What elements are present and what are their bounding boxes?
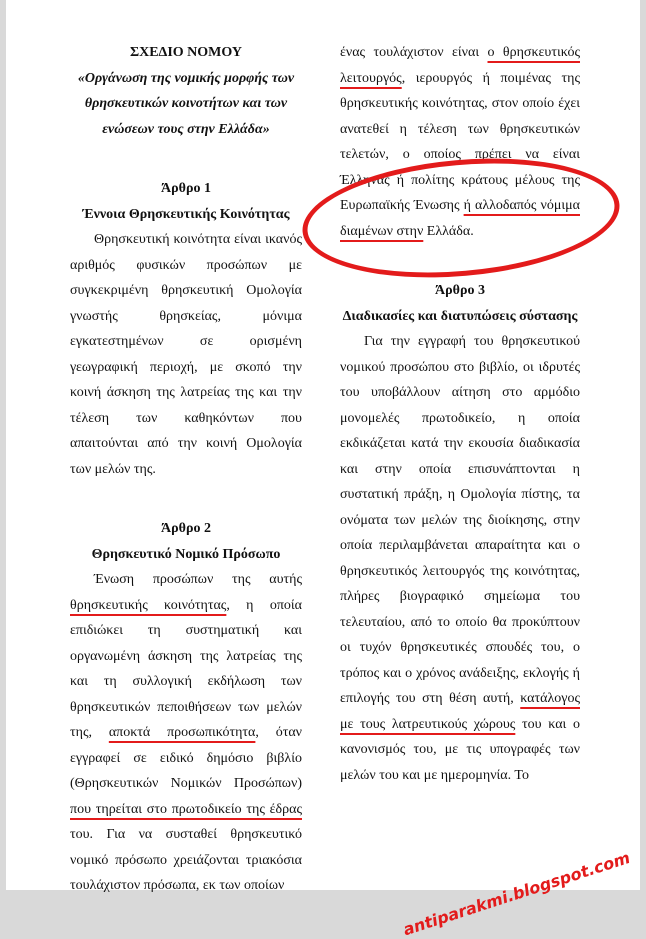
article-2-title: Θρησκευτικό Νομικό Πρόσωπο (91, 546, 281, 562)
article-3-title: Διαδικασίες και διατυπώσεις σύστασης (342, 308, 578, 324)
text-run: του και ο κανονισμός του, με τις υπογραφές των μελών του και με ημερομηνία. Το (340, 716, 581, 783)
text-run: Ελλάδα. (423, 223, 474, 239)
text-run: , όταν εγγραφεί σε ειδικό δημόσιο βιβλίο (Θρησκευτικών Νομικών Προσώπων) (70, 725, 303, 791)
article-3-text (340, 329, 580, 788)
underlined-phrase: ο θρησκευτικός λειτουργός (340, 45, 580, 86)
underlined-phrase: αποκτά προσωπικότητα (108, 725, 256, 740)
underlined-phrase: θρησκευτικής κοινότητας (70, 597, 227, 613)
underlined-phrase: κατάλογος με τους λατρευτικούς χώρους (340, 691, 580, 732)
text-run: του. Για να συσταθεί θρησκευτικό νομικό πρόσωπο χρειάζονται τριακόσια τουλάχιστον πρόσωπα, εκ των οποίων (70, 827, 302, 893)
underlined-phrase: ή αλλοδαπός νόμιμα διαμένων στην (340, 198, 580, 239)
article-1-text: Θρησκευτική κοινότητα είναι ικανός αριθμός φυσικών προσώπων με συγκεκριμένη θρησκευτική Ομολογία γνωστής θρησκείας, μόνιμα εγκατεστημένων σε ορισμένη γεωγραφική περιοχή, με σκοπό την κοινή άσκηση της λατρείας της και την τέλεση των καθηκόντων που απαιτούνται από την κοινή Ομολογία των μελών της. (70, 232, 302, 477)
document-subtitle: «Οργάνωση της νομικής μορφής των θρησκευτικών κοινοτήτων και των ενώσεων τους στην Ελλάδα» (77, 70, 295, 137)
article-2-heading: Άρθρο 2 (161, 521, 211, 536)
text-run: Ένωση προσώπων της αυτής (94, 572, 302, 587)
article-2-continuation (340, 40, 580, 244)
underlined-phrase: που τηρείται στο πρωτοδικείο της έδρας (70, 801, 302, 817)
left-column (70, 40, 302, 899)
text-run: ένας τουλάχιστον είναι (340, 45, 488, 60)
document-title: ΣΧΕΔΙΟ ΝΟΜΟΥ (129, 45, 243, 60)
right-column (340, 40, 580, 788)
article-3-heading: Άρθρο 3 (435, 283, 485, 298)
document-page (6, 0, 640, 939)
text-run: , ιερουργός ή ποιμένας της θρησκευτικής κοινότητας, στον οποίο έχει ανατεθεί η τέλεση των θρησκευτικών τελετών, ο οποίος πρέπει να είναι Έλληνας ή πολίτης κράτους μέλους της Ευρωπαϊκής Ένωσης (340, 70, 580, 213)
article-1-heading: Άρθρο 1 (161, 181, 211, 196)
text-run: , η οποία επιδιώκει τη συστηματική και οργανωμένη άσκηση της λατρείας της και τη συλλογική εκδήλωση των θρησκευτικών πεποιθήσεων των μελών της, (70, 597, 302, 740)
watermark: antiparakmi.blogspot.com (400, 847, 632, 939)
article-2-text (70, 567, 302, 899)
article-1-title: Έννοια Θρησκευτικής Κοινότητας (82, 206, 290, 222)
text-run: Για την εγγραφή του θρησκευτικού νομικού προσώπου στο βιβλίο, οι ιδρυτές του υποβάλλουν αίτηση στο αρμόδιο μονομελές πρωτοδικείο, η οποία εκδικάζεται κατά την εκουσία διαδικασία και στην οποία επισυνάπτονται η συστατική πράξη, η Ομολογία πίστης, τα ονόματα των μελών της διοίκησης, στην οποία περιλαμβάνεται απαραίτητα και ο θρησκευτικός λειτουργός της κοινότητας, πλήρες βιογραφικό σημείωμα του τελευταίου, από το οποίο θα προκύπτουν οι τυχόν θρησκευτικές σπουδές του, ο τρόπος και ο χρόνος ανάδειξης, εκλογής ή επιλογής του στη θέση αυτή, (340, 334, 580, 706)
